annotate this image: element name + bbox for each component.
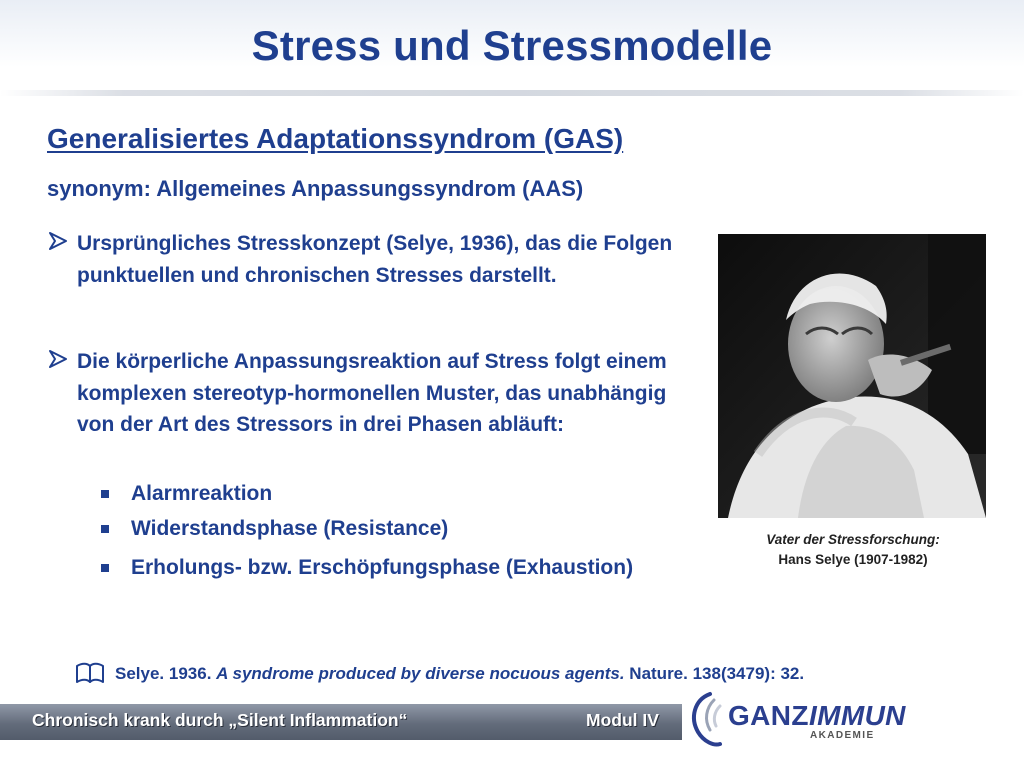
caption-line-1: Vater der Stressforschung: (766, 532, 940, 547)
phase-text: Erholungs- bzw. Erschöpfungsphase (Exhaustion) (131, 556, 634, 579)
synonym-line: synonym: Allgemeines Anpassungssyndrom (AAS) (47, 176, 584, 201)
logo-immun: IMMUN (808, 700, 906, 731)
bullet-text: Die körperliche Anpassungsreaktion auf Stress folgt einem komplexen stereotyp-hormonellen Muster, das unabhängig von der Art des Stressors in drei Phasen abläuft: (77, 350, 667, 436)
portrait-photo (718, 234, 986, 518)
reference-title: A syndrome produced by diverse nocuous agents. (216, 664, 625, 683)
reference-prefix: Selye. 1936. (115, 664, 217, 683)
caption-line-2: Hans Selye (1907-1982) (778, 552, 928, 567)
square-bullet-icon (101, 564, 109, 572)
section-title: Generalisiertes Adaptationssyndrom (GAS) (47, 123, 624, 154)
photo-caption (720, 530, 986, 570)
reference-suffix: Nature. 138(3479): 32. (624, 664, 805, 683)
ganzimmun-logo (684, 686, 914, 750)
ganzimmun-logo-mark (684, 690, 728, 748)
square-bullet-icon (101, 525, 109, 533)
logo-subtitle: AKADEMIE (810, 730, 875, 741)
footer-right-text: Modul IV (586, 710, 659, 730)
phase-text: Widerstandsphase (Resistance) (131, 517, 449, 540)
arrow-bullet-icon (47, 230, 69, 252)
footer-left-text: Chronisch krank durch „Silent Inflammation“ (32, 710, 408, 730)
logo-wordmark (728, 700, 906, 732)
bullet-text: Ursprüngliches Stresskonzept (Selye, 1936), das die Folgen punktuellen und chronischen Stresses darstellt. (77, 232, 673, 287)
book-icon (75, 662, 105, 684)
title-divider (0, 90, 1024, 96)
portrait-image (718, 234, 986, 518)
phase-text: Alarmreaktion (131, 482, 273, 505)
logo-ganz: GANZ (728, 700, 809, 731)
slide-title: Stress und Stressmodelle (251, 22, 773, 69)
square-bullet-icon (101, 490, 109, 498)
reference-text (115, 664, 804, 684)
arrow-bullet-icon (47, 348, 69, 370)
